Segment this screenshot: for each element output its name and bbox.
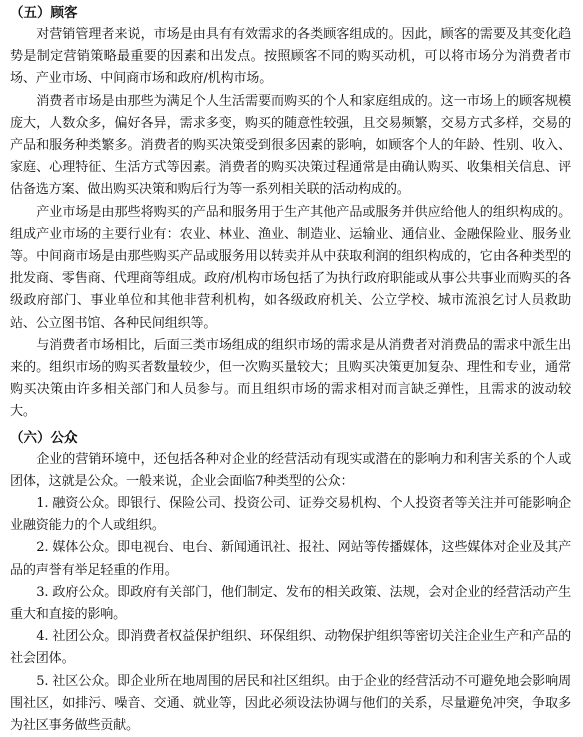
list-item-government-publics: 3. 政府公众。即政府有关部门，他们制定、发布的相关政策、法规，会对企业的经营活动产生重大和直接的影响。 xyxy=(10,584,571,623)
paragraph-consumer-market: 消费者市场是由那些为满足个人生活需要而购买的个人和家庭组成的。这一市场上的顾客规模庞大，人数众多，偏好各异，需求多变，购买的随意性较强，且交易频繁，交易方式多样，交易的产品和服务种类繁多。消费者的购买决策受到很多因素的影响，如顾客个人的年龄、性别、收入、家庭、心理特征、生活方式等因素。消费者的购买决策过程通常是由确认购买、收集相关信息、评估备选方案、做出购买决策和购后行为等一系列相关联的活动构成的。 xyxy=(10,93,571,198)
list-item-local-publics: 5. 社区公众。即企业所在地周围的居民和社区组织。由于企业的经营活动不可避免地会影响周围社区，如排污、噪音、交通、就业等，因此必须设法协调与他们的关系，尽量避免冲突，争取多为社区事务做些贡献。 xyxy=(10,673,571,734)
paragraph-industrial-market: 产业市场是由那些将购买的产品和服务用于生产其他产品或服务并供应给他人的组织构成的。组成产业市场的主要行业有：农业、林业、渔业、制造业、运输业、通信业、金融保险业、服务业等。中间商市场是由那些购买产品或服务用以转卖并从中获取利润的组织构成的，它由各种类型的批发商、零售商、代理商等组成。政府/机构市场包括了为执行政府职能或从事公共事业而购买的各级政府部门、事业单位和其他非营利机构，如各级政府机关、公立学校、城市流浪乞讨人员救助站、公立图书馆、各种民间组织等。 xyxy=(10,204,571,331)
paragraph-market-definition: 对营销管理者来说，市场是由具有有效需求的各类顾客组成的。因此，顾客的需要及其变化趋势是制定营销策略最重要的因素和出发点。按照顾客不同的购买动机，可以将市场分为消费者市场、产业市场、中间商市场和政府/机构市场。 xyxy=(10,27,571,87)
section-heading-customers: （五）顾客 xyxy=(10,5,78,21)
list-item-citizen-action-publics: 4. 社团公众。即消费者权益保护组织、环保组织、动物保护组织等密切关注企业生产和产品的社会团体。 xyxy=(10,629,571,667)
list-item-financial-publics: 1. 融资公众。即银行、保险公司、投资公司、证券交易机构、个人投资者等关注并可能影响企业融资能力的个人或组织。 xyxy=(10,496,571,534)
paragraph-organizational-market: 与消费者市场相比，后面三类市场组成的组织市场的需求是从消费者对消费品的需求中派生出来的。组织市场的购买者数量较少，但一次购买量较大；且购买决策更加复杂、理性和专业，通常购买决策由许多相关部门和人员参与。而且组织市场的需求相对而言缺乏弹性，且需求的波动较大。 xyxy=(10,337,571,420)
paragraph-publics-intro: 企业的营销环境中，还包括各种对企业的经营活动有现实或潜在的影响力和利害关系的个人或团体，这就是公众。一般来说，企业会面临7种类型的公众： xyxy=(10,451,571,489)
list-item-media-publics: 2. 媒体公众。即电视台、电台、新闻通讯社、报社、网站等传播媒体，这些媒体对企业及其产品的声誉有举足轻重的作用。 xyxy=(10,540,571,578)
section-heading-publics: （六）公众 xyxy=(10,429,78,446)
